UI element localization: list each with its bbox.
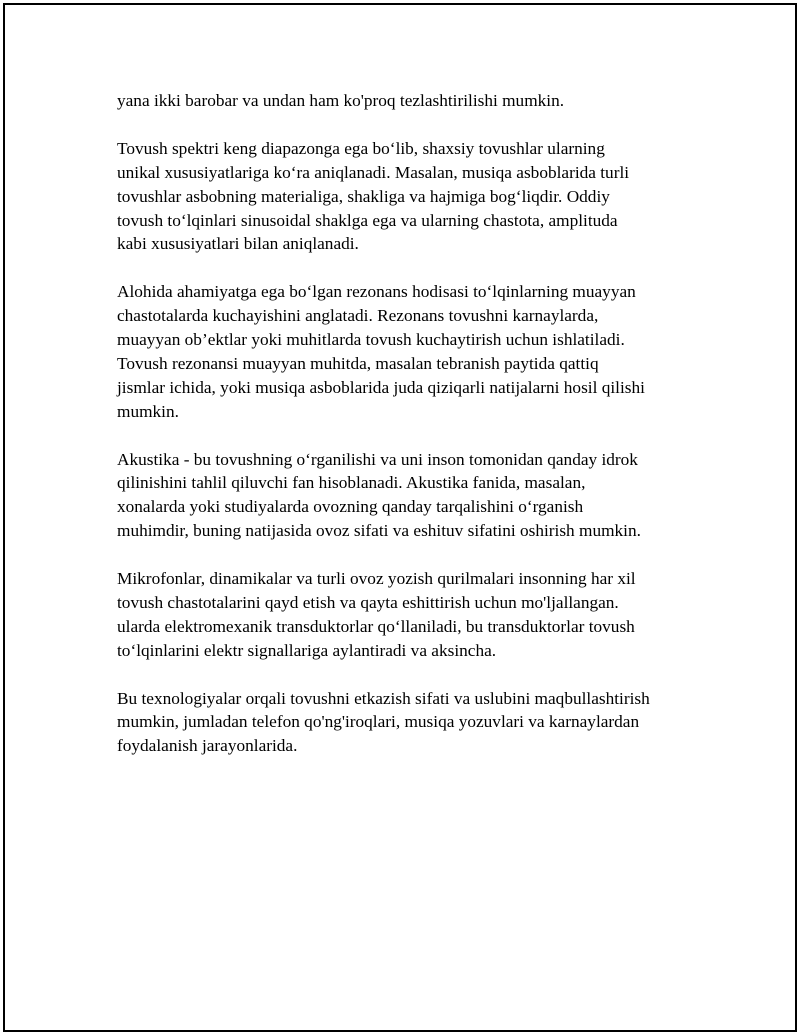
text-line: mumkin, jumladan telefon qo'ng'iroqlari, musiqa yozuvlari va karnaylardan — [117, 712, 640, 732]
text-line: tovush to‘lqinlari sinusoidal shaklga ega va ularning chastota, amplituda — [117, 210, 618, 230]
paragraph-4 — [117, 448, 692, 544]
text-line: Tovush spektri keng diapazonga ega bo‘lib, shaxsiy tovushlar ularning — [117, 138, 605, 158]
text-line: foydalanish jarayonlarida. — [117, 736, 298, 756]
paragraph-2 — [117, 137, 692, 257]
text-line: muayyan ob’ektlar yoki muhitlarda tovush kuchaytirish uchun ishlatiladi. — [117, 330, 625, 350]
text-line: kabi xususiyatlari bilan aniqlanadi. — [117, 234, 359, 254]
paragraph-3 — [117, 280, 692, 423]
text-line: unikal xususiyatlariga ko‘ra aniqlanadi. Masalan, musiqa asboblarida turli — [117, 162, 630, 182]
text-line: muhimdir, buning natijasida ovoz sifati va eshituv sifatini oshirish mumkin. — [117, 521, 641, 541]
text-line: chastotalarda kuchayishini anglatadi. Rezonans tovushni karnaylarda, — [117, 306, 599, 326]
text-line: qilinishini tahlil qiluvchi fan hisoblanadi. Akustika fanida, masalan, — [117, 473, 586, 493]
paragraph-1 — [117, 89, 692, 113]
text-line: to‘lqinlarini elektr signallariga aylantiradi va aksincha. — [117, 640, 497, 660]
text-line: tovushlar asbobning materialiga, shakliga va hajmiga bog‘liqdir. Oddiy — [117, 186, 610, 206]
text-line: mumkin. — [117, 401, 179, 421]
text-line: Tovush rezonansi muayyan muhitda, masalan tebranish paytida qattiq — [117, 353, 599, 373]
paragraph-6 — [117, 687, 692, 759]
text-line: Akustika - bu tovushning o‘rganilishi va uni inson tomonidan qanday idrok — [117, 449, 638, 469]
text-line: Bu texnologiyalar orqali tovushni etkazish sifati va uslubini maqbullashtirish — [117, 688, 650, 708]
document-body — [117, 89, 692, 782]
text-line: yana ikki barobar va undan ham ko'proq tezlashtirilishi mumkin. — [117, 91, 565, 110]
text-line: tovush chastotalarini qayd etish va qayta eshittirish uchun mo'ljallangan. — [117, 592, 619, 612]
paragraph-5 — [117, 567, 692, 663]
text-line: xonalarda yoki studiyalarda ovozning qanday tarqalishini o‘rganish — [117, 497, 584, 517]
text-line: ularda elektromexanik transduktorlar qo‘llaniladi, bu transduktorlar tovush — [117, 616, 635, 636]
text-line: Mikrofonlar, dinamikalar va turli ovoz yozish qurilmalari insonning har xil — [117, 569, 636, 589]
text-line: jismlar ichida, yoki musiqa asboblarida juda qiziqarli natijalarni hosil qilishi — [117, 377, 645, 397]
text-line: Alohida ahamiyatga ega bo‘lgan rezonans hodisasi to‘lqinlarning muayyan — [117, 282, 636, 302]
